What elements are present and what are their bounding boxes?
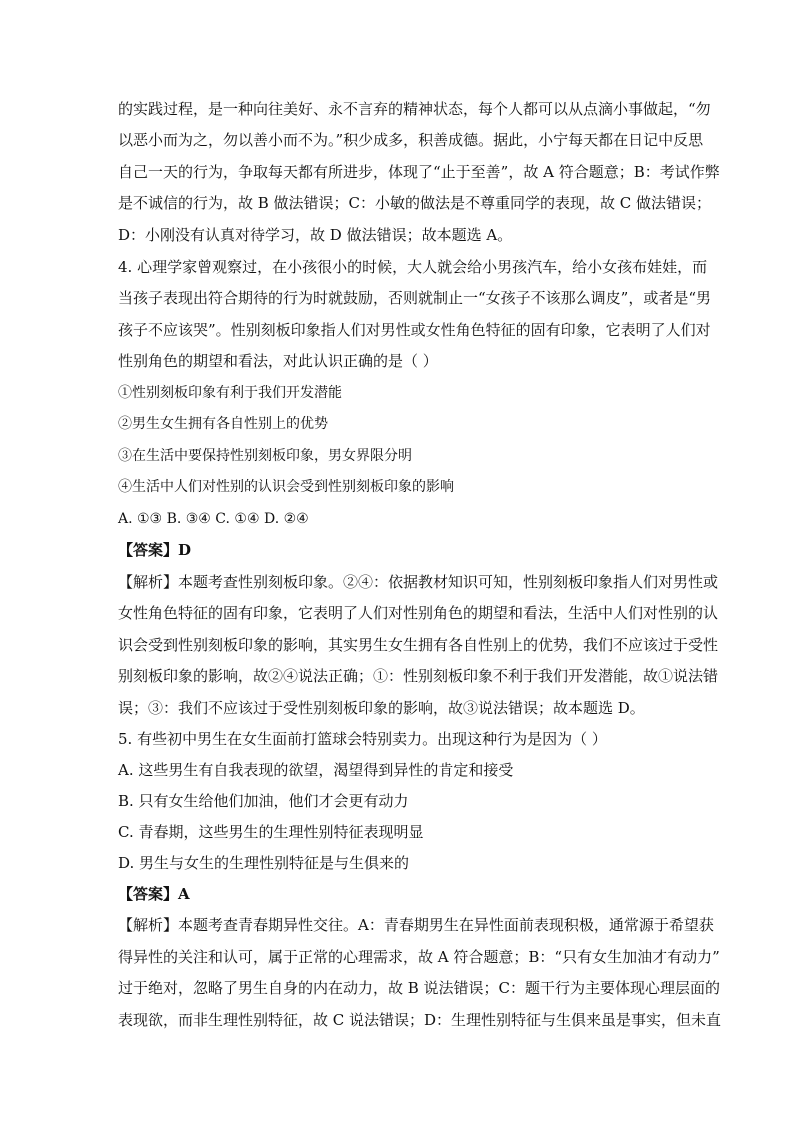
question-5-option-a: A. 这些男生有自我表现的欲望，渴望得到异性的肯定和接受 — [118, 761, 514, 779]
question-4-options: A. ①③ B. ③④ C. ①④ D. ②④ — [118, 511, 309, 527]
explanation-line: 的实践过程，是一种向往美好、永不言弃的精神状态，每个人都可以从点滴小事做起，“勿 — [118, 100, 711, 118]
statement-3: ③在生活中要保持性别刻板印象，男女界限分明 — [118, 448, 412, 464]
analysis-line: 识会受到性别刻板印象的影响，其实男生女生拥有各自性别上的优势，我们不应该过于受性 — [118, 636, 719, 654]
answer-label: 【答案】A — [118, 885, 190, 903]
analysis-line: 得异性的关注和认可，属于正常的心理需求，故 A 符合题意；B：“只有女生加油才有动力” — [118, 948, 720, 966]
question-4-stem: 孩子不应该哭”。性别刻板印象指人们对男性或女性角色特征的固有印象，它表明了人们对 — [118, 321, 711, 339]
question-5-option-d: D. 男生与女生的生理性别特征是与生俱来的 — [118, 854, 410, 872]
statement-4: ④生活中人们对性别的认识会受到性别刻板印象的影响 — [118, 479, 454, 495]
analysis-line: 表现欲，而非生理性别特征，故 C 说法错误；D：生理性别特征与生俱来虽是事实，但未直 — [118, 1011, 722, 1029]
question-5-option-b: B. 只有女生给他们加油，他们才会更有动力 — [118, 792, 409, 810]
analysis-line: 别刻板印象的影响，故②④说法正确；①：性别刻板印象不利于我们开发潜能，故①说法错 — [118, 667, 719, 685]
question-4-stem: 当孩子表现出符合期待的行为时就鼓励，否则就制止一“女孩子不该那么调皮”，或者是“男 — [118, 289, 712, 307]
explanation-line: 自己一天的行为，争取每天都有所进步，体现了“止于至善”，故 A 符合题意；B：考试作弊 — [118, 163, 720, 181]
explanation-line: D：小刚没有认真对待学习，故 D 做法错误；故本题选 A。 — [118, 226, 513, 244]
explanation-line: 是不诚信的行为，故 B 做法错误；C：小敏的做法是不尊重同学的表现，故 C 做法错误； — [118, 194, 712, 212]
question-5-stem: 5. 有些初中男生在女生面前打篮球会特别卖力。出现这种行为是因为（ ） — [118, 730, 607, 748]
question-4-stem: 4. 心理学家曾观察过，在小孩很小的时候，大人就会给小男孩汽车，给小女孩布娃娃，而 — [118, 258, 708, 276]
question-4-stem: 性别角色的期望和看法，对此认识正确的是（ ） — [118, 352, 438, 370]
statement-2: ②男生女生拥有各自性别上的优势 — [118, 416, 328, 432]
analysis-line: 【解析】本题考查青春期异性交往。A：青春期男生在异性面前表现积极，通常源于希望获 — [118, 916, 714, 934]
analysis-line: 误；③：我们不应该过于受性别刻板印象的影响，故③说法错误；故本题选 D。 — [118, 699, 645, 717]
question-5-option-c: C. 青春期，这些男生的生理性别特征表现明显 — [118, 823, 424, 841]
analysis-line: 女性角色特征的固有印象，它表明了人们对性别角色的期望和看法，生活中人们对性别的认 — [118, 604, 719, 622]
statement-1: ①性别刻板印象有利于我们开发潜能 — [118, 385, 342, 401]
analysis-line: 【解析】本题考查性别刻板印象。②④：依据教材知识可知，性别刻板印象指人们对男性或 — [118, 573, 719, 591]
explanation-line: 以恶小而为之，勿以善小而不为。”积少成多，积善成德。据此，小宁每天都在日记中反思 — [118, 131, 704, 149]
answer-label: 【答案】D — [118, 541, 192, 559]
analysis-line: 过于绝对，忽略了男生自身的内在动力，故 B 说法错误；C：题干行为主要体现心理层面的 — [118, 979, 721, 997]
